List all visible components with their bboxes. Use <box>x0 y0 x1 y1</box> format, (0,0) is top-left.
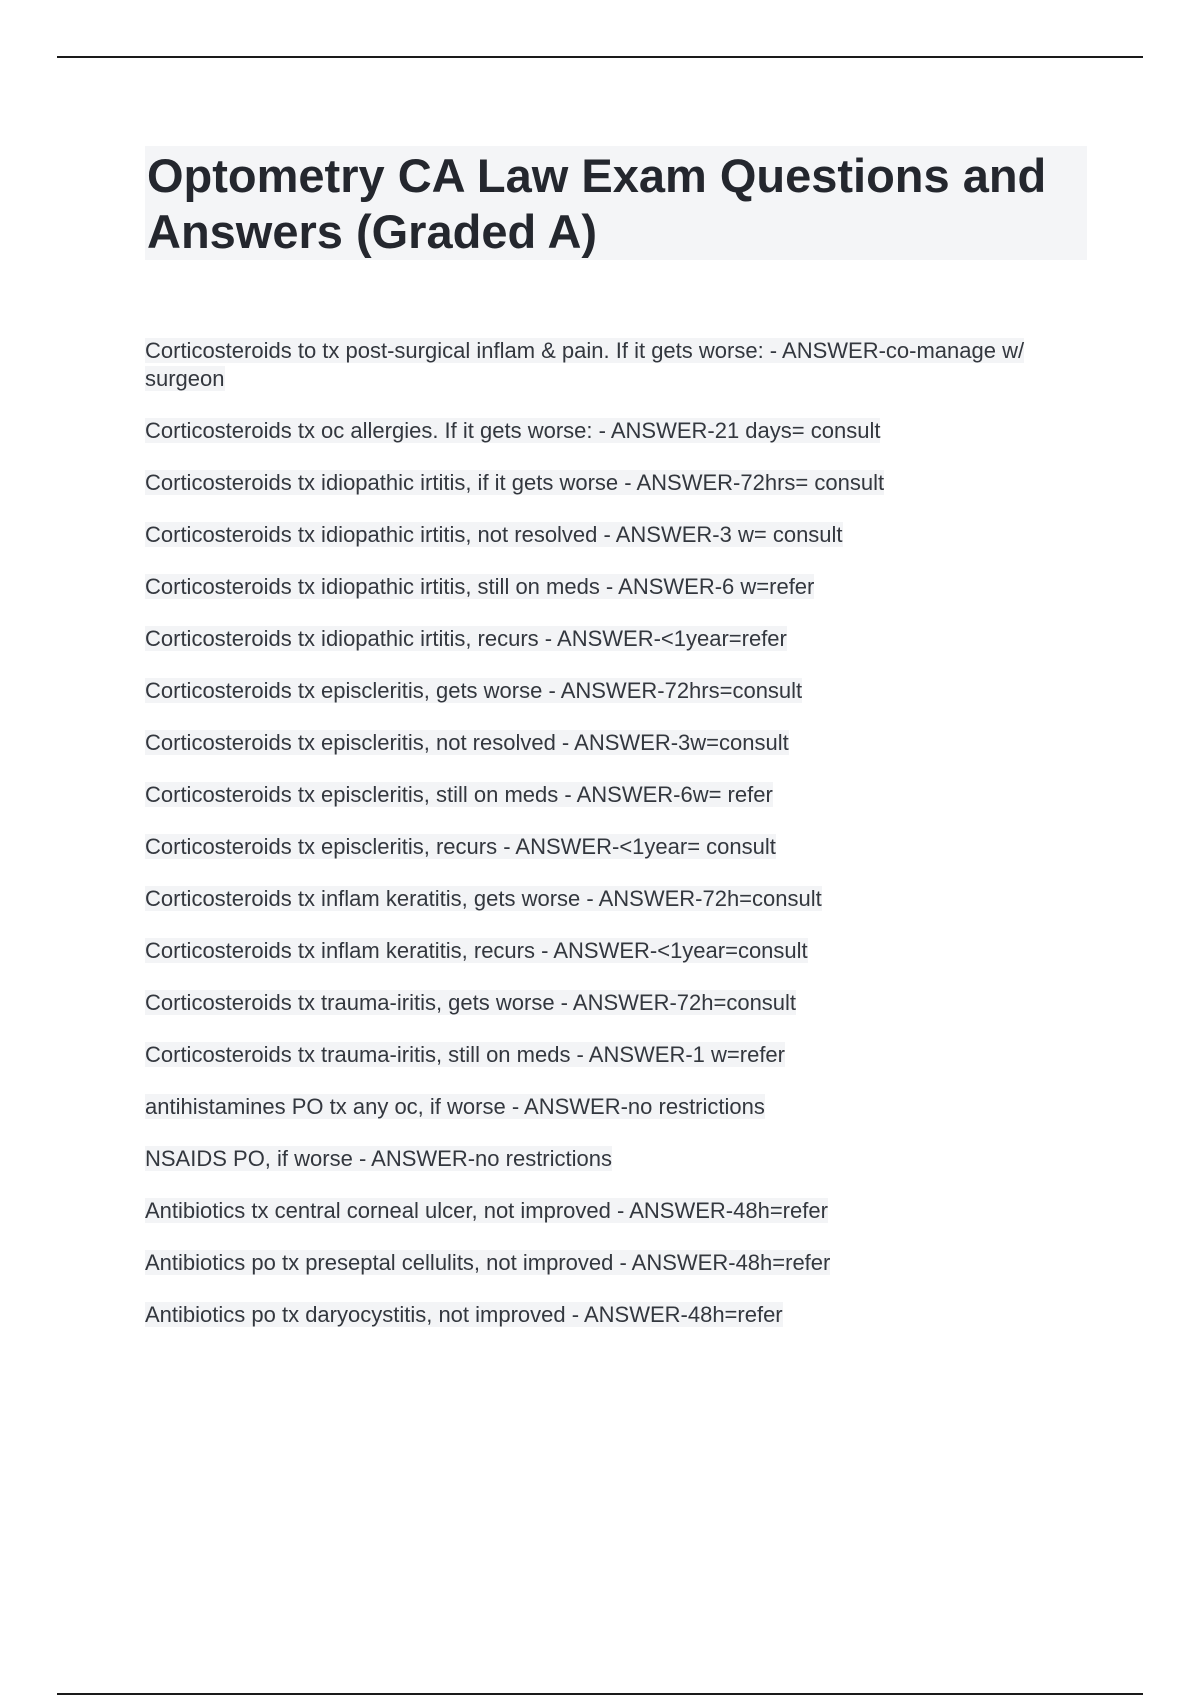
qa-item <box>145 937 1085 965</box>
qa-item <box>145 625 1085 653</box>
qa-item-text: Corticosteroids tx inflam keratitis, recurs - ANSWER-<1year=consult <box>145 938 808 963</box>
qa-item <box>145 469 1085 497</box>
qa-item-text: Corticosteroids tx episcleritis, gets worse - ANSWER-72hrs=consult <box>145 678 803 703</box>
qa-item-text: Corticosteroids tx oc allergies. If it gets worse: - ANSWER-21 days= consult <box>145 418 881 443</box>
qa-item-text: antihistamines PO tx any oc, if worse - ANSWER-no restrictions <box>145 1094 765 1119</box>
qa-item-text: Corticosteroids tx trauma-iritis, still on meds - ANSWER-1 w=refer <box>145 1042 785 1067</box>
qa-item <box>145 729 1085 757</box>
qa-item-text: Corticosteroids tx episcleritis, not resolved - ANSWER-3w=consult <box>145 730 789 755</box>
qa-item-text: Corticosteroids tx idiopathic irtitis, if it gets worse - ANSWER-72hrs= consult <box>145 470 885 495</box>
qa-item <box>145 1041 1085 1069</box>
top-rule <box>57 56 1143 58</box>
qa-item <box>145 677 1085 705</box>
qa-item-text: Antibiotics tx central corneal ulcer, not improved - ANSWER-48h=refer <box>145 1198 828 1223</box>
qa-item-text: Corticosteroids to tx post-surgical inflam & pain. If it gets worse: - ANSWER-co-manage w/ surgeon <box>145 338 1025 391</box>
qa-item <box>145 417 1085 445</box>
qa-item-text: Corticosteroids tx episcleritis, still on meds - ANSWER-6w= refer <box>145 782 773 807</box>
qa-item <box>145 521 1085 549</box>
qa-item-text: Corticosteroids tx inflam keratitis, gets worse - ANSWER-72h=consult <box>145 886 822 911</box>
qa-item-text: Corticosteroids tx trauma-iritis, gets worse - ANSWER-72h=consult <box>145 990 797 1015</box>
page-title: Optometry CA Law Exam Questions and Answers (Graded A) <box>147 149 1047 258</box>
qa-item <box>145 1301 1085 1329</box>
qa-item <box>145 1249 1085 1277</box>
qa-item-text: Antibiotics po tx preseptal cellulits, not improved - ANSWER-48h=refer <box>145 1250 831 1275</box>
qa-list <box>145 337 1085 1353</box>
qa-item <box>145 337 1085 393</box>
qa-item <box>145 1197 1085 1225</box>
qa-item-text: NSAIDS PO, if worse - ANSWER-no restrictions <box>145 1146 612 1171</box>
qa-item <box>145 781 1085 809</box>
qa-item <box>145 833 1085 861</box>
qa-item-text: Corticosteroids tx episcleritis, recurs - ANSWER-<1year= consult <box>145 834 776 859</box>
qa-item-text: Antibiotics po tx daryocystitis, not improved - ANSWER-48h=refer <box>145 1302 783 1327</box>
qa-item-text: Corticosteroids tx idiopathic irtitis, still on meds - ANSWER-6 w=refer <box>145 574 815 599</box>
bottom-rule <box>57 1693 1143 1695</box>
qa-item-text: Corticosteroids tx idiopathic irtitis, not resolved - ANSWER-3 w= consult <box>145 522 843 547</box>
qa-item <box>145 573 1085 601</box>
title-block <box>145 146 1087 260</box>
qa-item <box>145 1145 1085 1173</box>
qa-item <box>145 1093 1085 1121</box>
qa-item <box>145 885 1085 913</box>
qa-item <box>145 989 1085 1017</box>
qa-item-text: Corticosteroids tx idiopathic irtitis, recurs - ANSWER-<1year=refer <box>145 626 787 651</box>
